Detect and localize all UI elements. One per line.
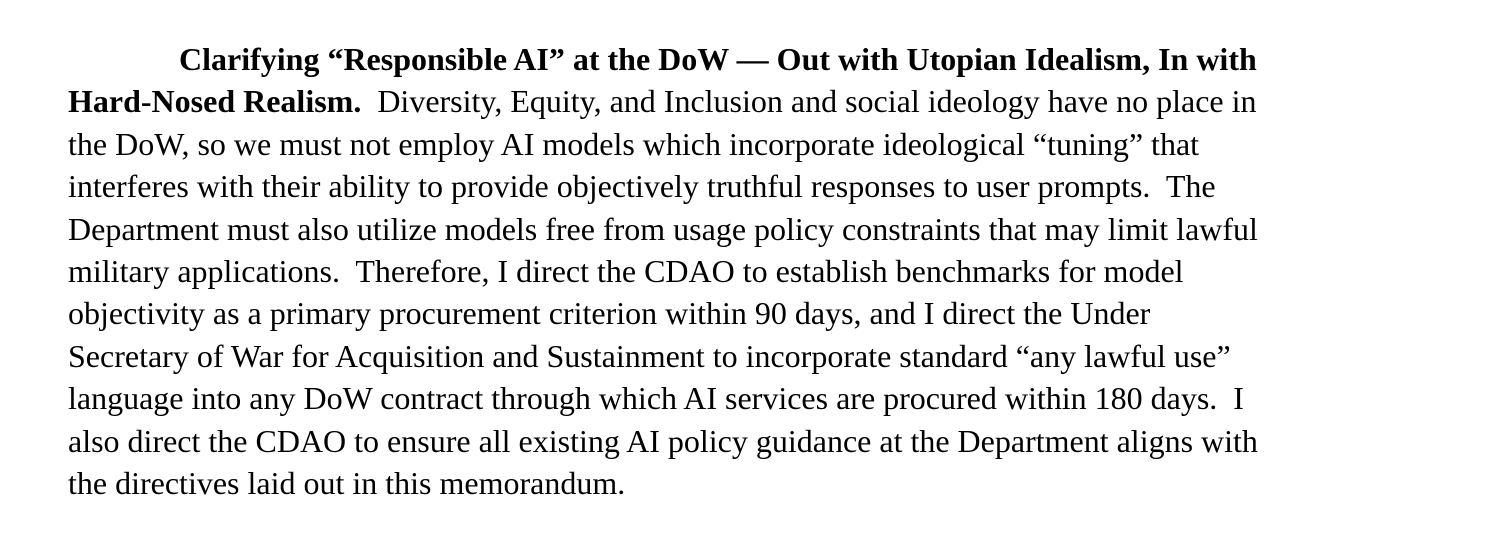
body-line: Diversity, Equity, and Inclusion and social ideology have no place in	[377, 83, 1257, 120]
body-line: also direct the CDAO to ensure all existing AI policy guidance at the Department aligns with	[68, 422, 1258, 459]
body-line: Secretary of War for Acquisition and Sustainment to incorporate standard “any lawful use”	[68, 337, 1231, 374]
heading-line-2-with-body	[68, 80, 1468, 122]
body-line: interferes with their ability to provide objectively truthful responses to user prompts. The	[68, 168, 1216, 205]
body-line: the DoW, so we must not employ AI models which incorporate ideological “tuning” that	[68, 125, 1200, 162]
heading-line-2: Hard-Nosed Realism.	[68, 83, 362, 120]
body-line: objectivity as a primary procurement criterion within 90 days, and I direct the Under	[68, 295, 1151, 332]
heading-line-1: Clarifying “Responsible AI” at the DoW — Out with Utopian Idealism, In with	[179, 41, 1257, 77]
body-line: the directives laid out in this memorandum.	[68, 465, 626, 502]
body-line: language into any DoW contract through which AI services are procured within 180 days. I	[68, 380, 1244, 417]
body-line: Department must also utilize models free from usage policy constraints that may limit lawful	[68, 210, 1258, 247]
memo-paragraph	[68, 38, 1468, 504]
body-line: military applications. Therefore, I direct the CDAO to establish benchmarks for model	[68, 253, 1184, 290]
